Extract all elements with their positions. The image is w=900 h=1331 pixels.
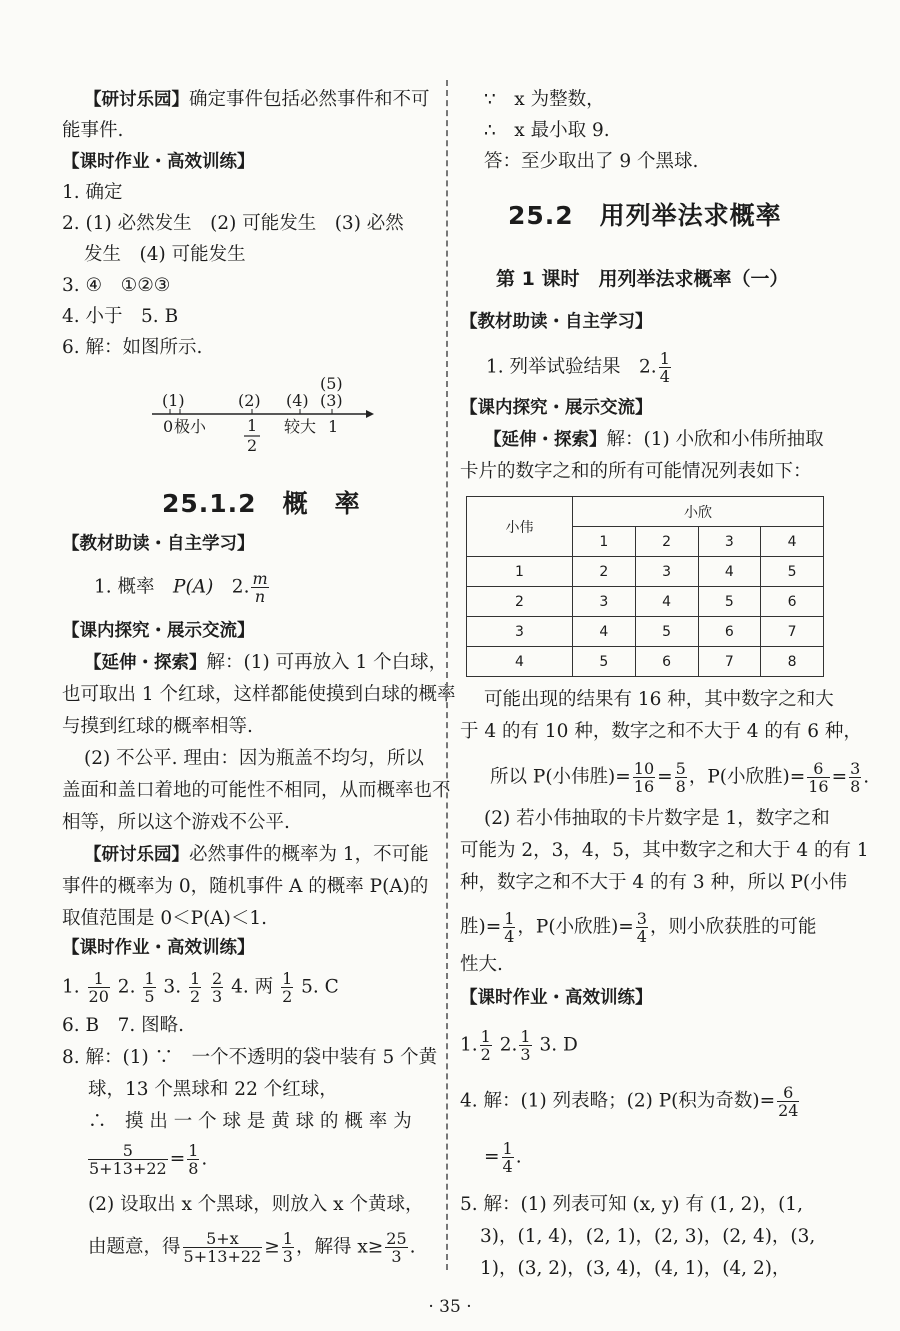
number-line-figure bbox=[140, 372, 380, 462]
table-cell: 4 bbox=[635, 587, 698, 617]
table-cell: 6 bbox=[761, 587, 824, 617]
table-cell: 1 bbox=[467, 557, 573, 587]
text-line: 盖面和盖口着地的可能性不相同，从而概率也不 bbox=[62, 780, 451, 801]
table-cell: 6 bbox=[635, 647, 698, 677]
number-line-label: 极小 bbox=[174, 417, 207, 436]
answer-line: 1. 确定 bbox=[62, 182, 123, 203]
fraction: $\frac{2}{3}$ bbox=[212, 969, 223, 1006]
fraction: $\frac{1}{4}$ bbox=[504, 909, 515, 946]
sum-table bbox=[466, 496, 824, 677]
text-line: 【延伸・探索】解：(1) 小欣和小伟所抽取 bbox=[484, 429, 824, 450]
number-line-label: 1 bbox=[247, 416, 258, 435]
answer-line: 4. 解：(1) 列表略；(2) P(积为奇数)= $\frac{6}{24}$ bbox=[460, 1083, 799, 1120]
section-heading: 【课内探究・展示交流】 bbox=[460, 398, 653, 418]
answer-line: = $\frac{1}{4}$ . bbox=[484, 1139, 522, 1176]
fraction: $\frac{3}{8}$ bbox=[850, 759, 861, 796]
fraction: $\frac{1}{2}$ bbox=[480, 1027, 491, 1064]
text-line: 种，数字之和不大于 4 的有 3 种，所以 P(小伟 bbox=[460, 872, 848, 893]
answer-line: ∴ 摸 出 一 个 球 是 黄 球 的 概 率 为 bbox=[88, 1111, 412, 1132]
fraction: $\frac{10}{16}$ bbox=[633, 759, 655, 796]
text-line: 事件的概率为 0，随机事件 A 的概率 P(A)的 bbox=[62, 876, 429, 897]
text-line: 【延伸・探索】解：(1) 可再放入 1 个白球， bbox=[84, 652, 448, 673]
answer-line: 6. B 7. 图略. bbox=[62, 1015, 185, 1036]
answer-line: 2. (1) 必然发生 (2) 可能发生 (3) 必然 bbox=[62, 213, 404, 234]
text-line: 卡片的数字之和的所有可能情况列表如下： bbox=[460, 461, 812, 482]
text-line: 性大. bbox=[460, 954, 503, 975]
fraction: $\frac{1}{20}$ bbox=[88, 969, 109, 1006]
text-line: 可能为 2，3，4，5，其中数字之和大于 4 的有 1 bbox=[460, 840, 869, 861]
table-row bbox=[467, 647, 824, 677]
text-line: 也可取出 1 个红球，这样都能使摸到白球的概率 bbox=[62, 684, 456, 705]
table-col-header: 3 bbox=[698, 527, 761, 557]
text-line: 相等，所以这个游戏不公平. bbox=[62, 812, 290, 833]
fraction: $\frac{1}{8}$ bbox=[188, 1141, 199, 1178]
table-cell: 5 bbox=[761, 557, 824, 587]
fraction: $\frac{1}{3}$ bbox=[520, 1027, 531, 1064]
section-title: 25.2 用列举法求概率 bbox=[508, 201, 782, 230]
text-line: 【研讨乐园】必然事件的概率为 1，不可能 bbox=[84, 844, 429, 865]
discussion-paragraph-1: 【研讨乐园】确定事件包括必然事件和不可 bbox=[84, 89, 430, 110]
number-line-label: 较大 bbox=[284, 417, 317, 436]
answer-line: 答：至少取出了 9 个黑球. bbox=[484, 151, 699, 172]
answer-line: ∵ x 为整数， bbox=[484, 89, 605, 110]
fraction: $\frac{25}{3}$ bbox=[386, 1229, 407, 1266]
answer-line: 1. $\frac{1}{2}$ 2. $\frac{1}{3}$ 3. D bbox=[460, 1027, 578, 1064]
fraction: $\frac{1}{3}$ bbox=[282, 1229, 293, 1266]
text-line: 于 4 的有 10 种，数字之和不大于 4 的有 6 种， bbox=[460, 721, 862, 742]
answer-line: 发生 (4) 可能发生 bbox=[84, 244, 246, 265]
table-cell: 4 bbox=[573, 617, 636, 647]
answer-line: 1. 列举试验结果 2. $\frac{1}{4}$ bbox=[486, 349, 670, 386]
answer-line: 8. 解：(1) ∵ 一个不透明的袋中装有 5 个黄 bbox=[62, 1047, 438, 1068]
answer-line: 球，13 个黑球和 22 个红球， bbox=[88, 1079, 338, 1100]
text-line: 与摸到红球的概率相等. bbox=[62, 716, 253, 737]
number-line-label: 0 bbox=[163, 417, 174, 436]
text-line: (2) 若小伟抽取的卡片数字是 1，数字之和 bbox=[484, 808, 830, 829]
table-cell: 4 bbox=[467, 647, 573, 677]
table-row bbox=[467, 557, 824, 587]
table-cell: 5 bbox=[698, 587, 761, 617]
text-line: 所以 P(小伟胜)= $\frac{10}{16}$ = $\frac{5}{8}$ ，P(小欣胜)= $\frac{6}{16}$ = $\frac{3}{8}$ . bbox=[490, 759, 870, 796]
number-line-label: (2) bbox=[238, 391, 261, 410]
number-line-label: (5) bbox=[320, 374, 343, 393]
column-divider bbox=[446, 80, 448, 1270]
answer-line: 由题意，得 $\frac{5+x}{5+13+22}$ ≥ $\frac{1}{3}$ ，解得 x≥ $\frac{25}{3}$ . bbox=[88, 1229, 416, 1266]
fraction: $\frac{1}{2}$ bbox=[282, 969, 293, 1006]
table-cell: 2 bbox=[467, 587, 573, 617]
fraction: $\frac{6}{16}$ bbox=[808, 759, 829, 796]
answer-line: ∴ x 最小取 9. bbox=[484, 120, 610, 141]
answer-line: (2) 设取出 x 个黑球，则放入 x 个黄球， bbox=[88, 1194, 424, 1215]
answer-line: 1)，(3, 2)，(3, 4)，(4, 1)，(4, 2)， bbox=[480, 1258, 791, 1279]
table-col-header: 4 bbox=[761, 527, 824, 557]
table-cell: 3 bbox=[635, 557, 698, 587]
table-row bbox=[467, 587, 824, 617]
answer-line: 4. 小于 5. B bbox=[62, 306, 179, 327]
text-line: 胜)= $\frac{1}{4}$ ，P(小欣胜)= $\frac{3}{4}$ ，则小欣获胜的可能 bbox=[460, 909, 817, 946]
table-row bbox=[467, 617, 824, 647]
table-corner: 小伟 bbox=[467, 497, 573, 557]
table-cell: 8 bbox=[761, 647, 824, 677]
answer-line: 6. 解：如图所示. bbox=[62, 337, 203, 358]
number-line-label: 1 bbox=[328, 417, 339, 436]
fraction: $\frac{5}{8}$ bbox=[675, 759, 686, 796]
section-heading: 【课时作业・高效训练】 bbox=[460, 988, 653, 1008]
section-title: 25.1.2 概 率 bbox=[162, 489, 361, 518]
fraction: $\frac{1}{2}$ bbox=[189, 969, 201, 1006]
text-line: (2) 不公平. 理由：因为瓶盖不均匀，所以 bbox=[84, 748, 424, 769]
table-cell: 7 bbox=[698, 647, 761, 677]
answer-line: 3)，(1, 4)，(2, 1)，(2, 3)，(2, 4)，(3, bbox=[480, 1226, 816, 1247]
fraction: $\frac{m}{n}$ bbox=[252, 569, 268, 606]
table-cell: 4 bbox=[698, 557, 761, 587]
text-line: 取值范围是 0＜P(A)＜1. bbox=[62, 908, 268, 929]
table-cell: 5 bbox=[635, 617, 698, 647]
section-heading: 【课时作业・高效训练】 bbox=[62, 152, 255, 172]
fraction: $\frac{1}{4}$ bbox=[659, 349, 670, 386]
section-heading: 【教材助读・自主学习】 bbox=[62, 534, 255, 554]
number-line-label: 2 bbox=[247, 436, 258, 455]
answer-line: 3. ④ ①②③ bbox=[62, 275, 171, 296]
table-cell: 2 bbox=[573, 557, 636, 587]
fraction: $\frac{1}{5}$ bbox=[144, 969, 155, 1006]
page-number: · 35 · bbox=[428, 1297, 472, 1317]
table-cell: 7 bbox=[761, 617, 824, 647]
answer-line: 1. $\frac{1}{20}$ 2. $\frac{1}{5}$ 3. $\frac{1}{2}$ $\frac{2}{3}$ 4. 两 $\frac{1}{2}$ 5. C bbox=[62, 969, 339, 1006]
table-header: 小欣 bbox=[573, 497, 824, 527]
fraction: $\frac{1}{4}$ bbox=[502, 1139, 513, 1176]
table-cell: 5 bbox=[573, 647, 636, 677]
table-cell: 6 bbox=[698, 617, 761, 647]
section-heading: 【课内探究・展示交流】 bbox=[62, 621, 255, 641]
text-line: 可能出现的结果有 16 种，其中数字之和大 bbox=[484, 689, 834, 710]
answer-line: 1. 概率 P(A) 2. $\frac{m}{n}$ bbox=[94, 569, 268, 606]
number-line-label: (4) bbox=[286, 391, 309, 410]
answer-line: $\frac{5}{5+13+22}$ = $\frac{1}{8}$ . bbox=[89, 1141, 208, 1178]
lesson-subtitle: 第 1 课时 用列举法求概率（一） bbox=[496, 268, 789, 290]
section-heading: 【课时作业・高效训练】 bbox=[62, 938, 255, 958]
number-line-label: (1) bbox=[162, 391, 185, 410]
fraction: $\frac{3}{4}$ bbox=[636, 909, 647, 946]
table-col-header: 1 bbox=[573, 527, 636, 557]
answer-line: 5. 解：(1) 列表可知 (x, y) 有 (1, 2)，(1, bbox=[460, 1194, 803, 1215]
fraction: $\frac{5}{5+13+22}$ bbox=[89, 1141, 167, 1178]
table-cell: 3 bbox=[573, 587, 636, 617]
table-cell: 3 bbox=[467, 617, 573, 647]
text-line: 能事件. bbox=[62, 120, 124, 141]
table-col-header: 2 bbox=[635, 527, 698, 557]
number-line-label: (3) bbox=[320, 391, 343, 410]
section-heading: 【教材助读・自主学习】 bbox=[460, 312, 653, 332]
fraction: $\frac{6}{24}$ bbox=[778, 1083, 799, 1120]
fraction: $\frac{5+x}{5+13+22}$ bbox=[183, 1229, 262, 1266]
